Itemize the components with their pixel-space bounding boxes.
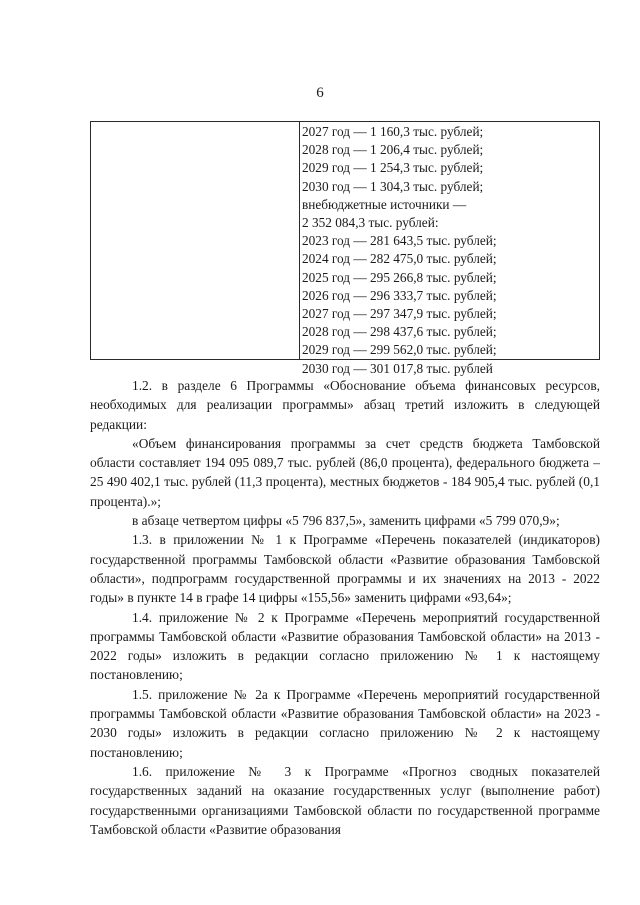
- table-right-cell: [300, 122, 599, 376]
- paragraph-abzac: в абзаце четвертом цифры «5 796 837,5», заменить цифрами «5 799 070,9»;: [132, 513, 560, 529]
- page-number: 6: [316, 85, 324, 101]
- table-left-cell: [91, 122, 300, 359]
- paragraph-quote: «Объем финансирования программы за счет средств бюджета Тамбовской области составляет 194 095 089,7 тыс. рублей (86,0 процента), федерального бюджета – 25 490 402,1 тыс. рублей (11,3 процента), местных бюджетов - 184 905,4 тыс. рублей (0,1 процента).»;: [90, 435, 600, 509]
- paragraph-1-3: 1.3. в приложении № 1 к Программе «Перечень показателей (индикаторов) государственной программы Тамбовской области «Развитие образования Тамбовской области», подпрограмм государственной программы и их значениях на 2013 - 2022 годы» в пункте 14 в графе 14 цифры «155,56» заменить цифрами «93,64»;: [90, 532, 600, 606]
- table-line: 2030 год — 1 304,3 тыс. рублей;: [302, 178, 484, 194]
- table-line: 2025 год — 295 266,8 тыс. рублей;: [302, 269, 497, 285]
- table-line: внебюджетные источники —: [302, 196, 467, 212]
- table-line: 2026 год — 296 333,7 тыс. рублей;: [302, 287, 497, 303]
- table-line: 2030 год — 301 017,8 тыс. рублей: [302, 360, 493, 376]
- table-line: 2024 год — 282 475,0 тыс. рублей;: [302, 251, 497, 267]
- table-line: 2 352 084,3 тыс. рублей:: [302, 215, 439, 231]
- paragraph-1-2: 1.2. в разделе 6 Программы «Обоснование объема финансовых ресурсов, необходимых для реализации программы» абзац третий изложить в следующей редакции:: [90, 378, 600, 432]
- table-line: 2028 год — 1 206,4 тыс. рублей;: [302, 142, 484, 158]
- paragraph-1-4: 1.4. приложение № 2 к Программе «Перечень мероприятий государственной программы Тамбовской области «Развитие образования Тамбовской области» на 2013 - 2022 годы» изложить в редакции согласно приложению № 1 к настоящему постановлению;: [90, 609, 600, 683]
- paragraph-1-5: 1.5. приложение № 2а к Программе «Перечень мероприятий государственной программы Тамбовской области «Развитие образования Тамбовской области» на 2023 - 2030 годы» изложить в редакции согласно приложению № 2 к настоящему постановлению;: [90, 686, 600, 760]
- table-line: 2029 год — 1 254,3 тыс. рублей;: [302, 160, 484, 176]
- table-line: 2027 год — 297 347,9 тыс. рублей;: [302, 306, 497, 322]
- table-line: 2029 год — 299 562,0 тыс. рублей;: [302, 342, 497, 358]
- document-body: [90, 376, 600, 839]
- table-line: 2027 год — 1 160,3 тыс. рублей;: [302, 124, 484, 139]
- table-line: 2028 год — 298 437,6 тыс. рублей;: [302, 324, 497, 340]
- budget-table: [90, 121, 600, 376]
- table-line: 2023 год — 281 643,5 тыс. рублей;: [302, 233, 497, 249]
- paragraph-1-6: 1.6. приложение № 3 к Программе «Прогноз сводных показателей государственных заданий на оказание государственных услуг (выполнение работ) государственными организациями Тамбовской области по государственной программе Тамбовской области «Развитие образования: [90, 763, 600, 837]
